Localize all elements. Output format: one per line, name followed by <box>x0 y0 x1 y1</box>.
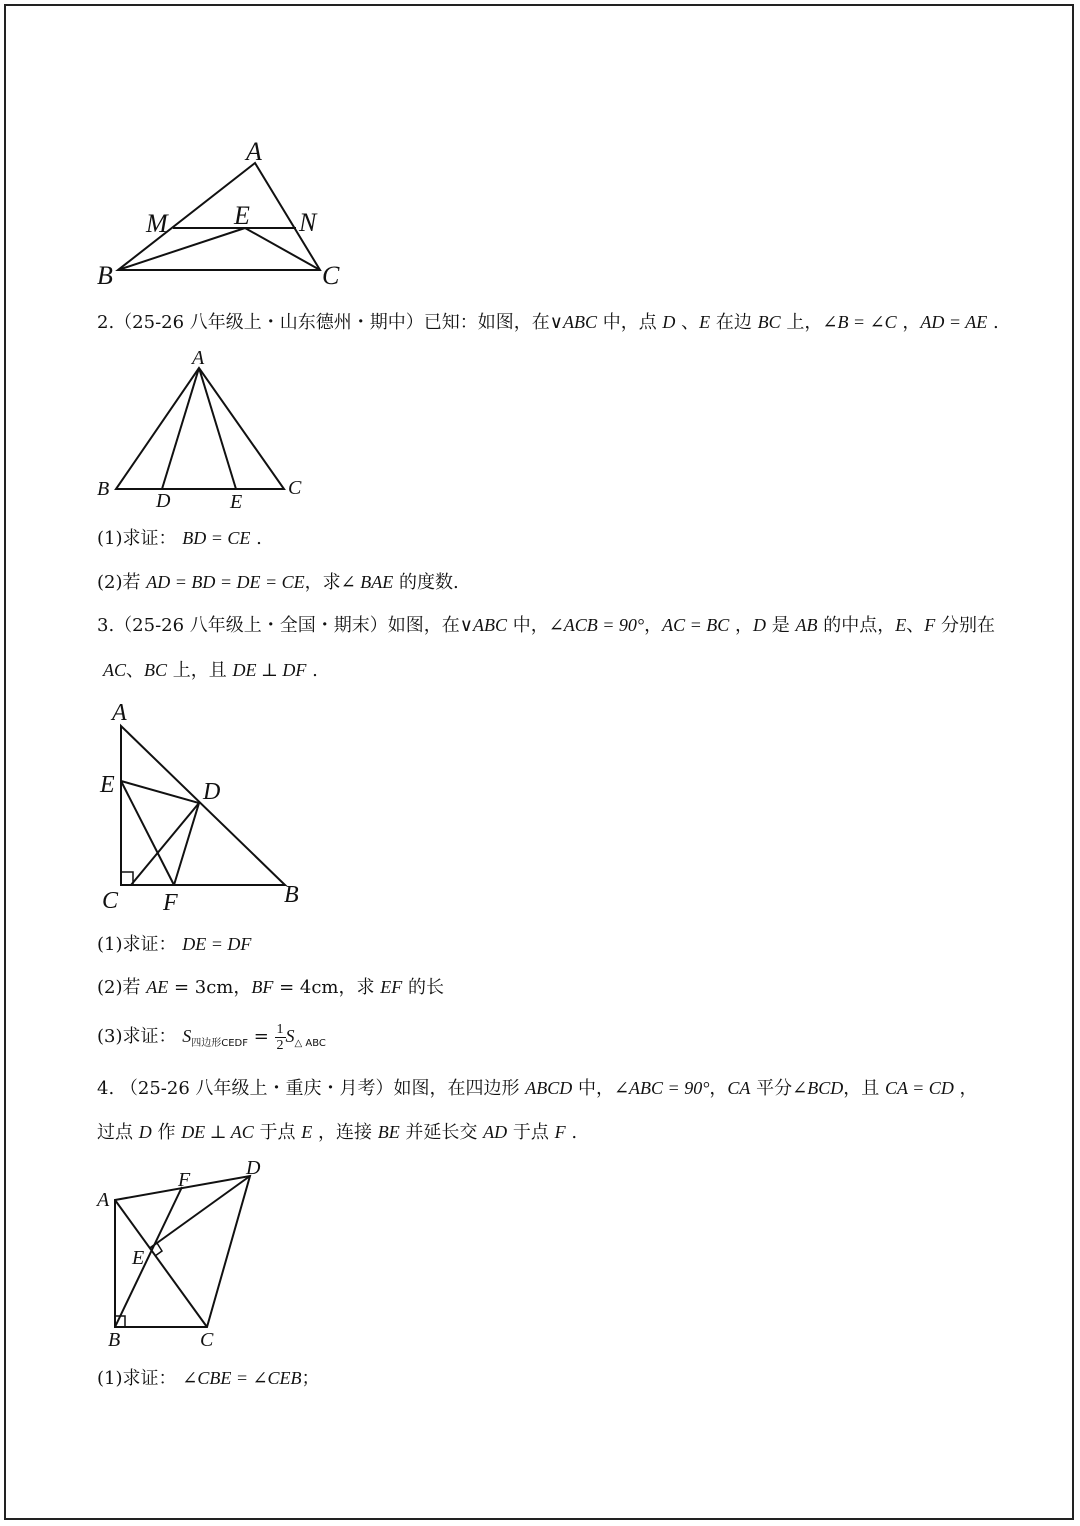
fig3-label-c: C <box>102 888 119 914</box>
q2-part-2: (2)若 AD = BD = DE = CE，求∠ BAE 的度数. <box>97 572 459 593</box>
fig3-label-b: B <box>284 882 299 908</box>
fig2-triangle-abc <box>116 368 284 489</box>
fig2-label-b: B <box>97 478 110 500</box>
fig3-segment-ef <box>121 781 174 885</box>
q2-stem: 2.（25-26 八年级上・山东德州・期中）已知：如图，在∨ABC 中，点 D 、E 在边 BC 上，∠B = ∠C ，AD = AE . <box>97 312 999 333</box>
fig3-label-a: A <box>112 700 127 726</box>
q3-part-2: (2)若 AE = 3cm，BF = 4cm，求 EF 的长 <box>97 977 444 998</box>
fig3-label-e: E <box>100 772 115 798</box>
q3-part-1: (1)求证： DE = DF <box>97 934 252 955</box>
fig4-label-e: E <box>132 1247 145 1269</box>
fig4-right-angle-mark-e <box>155 1243 162 1256</box>
fig1-segment-be <box>118 228 245 270</box>
fig3-right-angle-mark <box>121 872 133 885</box>
q3-stem: 3.（25-26 八年级上・全国・期末）如图，在∨ABC 中，∠ACB = 90°，AC = BC ，D 是 AB 的中点，E、F 分别在 <box>97 615 995 636</box>
fig2-segment-ae <box>199 368 236 489</box>
fig2-label-a: A <box>192 347 205 369</box>
fig2-segment-ad <box>162 368 199 489</box>
fraction-one-half: $\frac{1}{2}$ <box>276 1021 284 1053</box>
fig1-label-c: C <box>322 261 340 290</box>
fig2-label-c: C <box>288 477 302 499</box>
q3-part-3: (3)求证： $S_{四边形CEDF}$ = $\frac{1}{2}$ $S_{\triangle ABC}$ <box>97 1021 326 1053</box>
fig3-segments-ed-df <box>121 781 199 885</box>
fig4-label-d: D <box>246 1157 261 1179</box>
q4-stem: 4. （25-26 八年级上・重庆・月考）如图，在四边形 ABCD 中，∠ABC = 90°，CA 平分∠BCD，且 CA = CD ， <box>97 1078 978 1099</box>
fig2-label-e: E <box>230 491 243 513</box>
fig2-label-d: D <box>156 490 171 512</box>
fig4-segment-de <box>150 1176 250 1248</box>
fig1-label-n: N <box>299 208 317 237</box>
fig4-label-c: C <box>200 1329 214 1351</box>
fig4-segment-ac <box>115 1200 207 1327</box>
fig4-segment-bf <box>115 1187 182 1327</box>
figure-2-triangle <box>0 340 1080 520</box>
figure-3-right-triangle <box>0 690 1080 920</box>
fig3-label-d: D <box>203 779 221 805</box>
fig3-label-f: F <box>163 890 178 916</box>
q3-stem-line-2: AC、BC 上，且 DE ⊥ DF . <box>103 660 318 681</box>
fig1-label-a: A <box>246 137 262 166</box>
fig1-label-b: B <box>97 261 113 290</box>
fig3-triangle-abc <box>121 726 285 885</box>
q4-part-1: (1)求证： ∠CBE = ∠CEB； <box>97 1368 320 1389</box>
figure-4-quadrilateral <box>0 1150 1080 1360</box>
q4-stem-line-2: 过点 D 作 DE ⊥ AC 于点 E ，连接 BE 并延长交 AD 于点 F . <box>97 1122 578 1143</box>
fig3-segment-dc <box>131 803 199 885</box>
fig1-label-e: E <box>234 201 250 230</box>
figure-1-triangle <box>0 0 1080 300</box>
fig4-label-a: A <box>97 1189 110 1211</box>
q2-part-1: (1)求证： BD = CE . <box>97 528 262 549</box>
fig4-label-f: F <box>178 1169 191 1191</box>
fig1-label-m: M <box>146 209 168 238</box>
fig4-label-b: B <box>108 1329 121 1351</box>
